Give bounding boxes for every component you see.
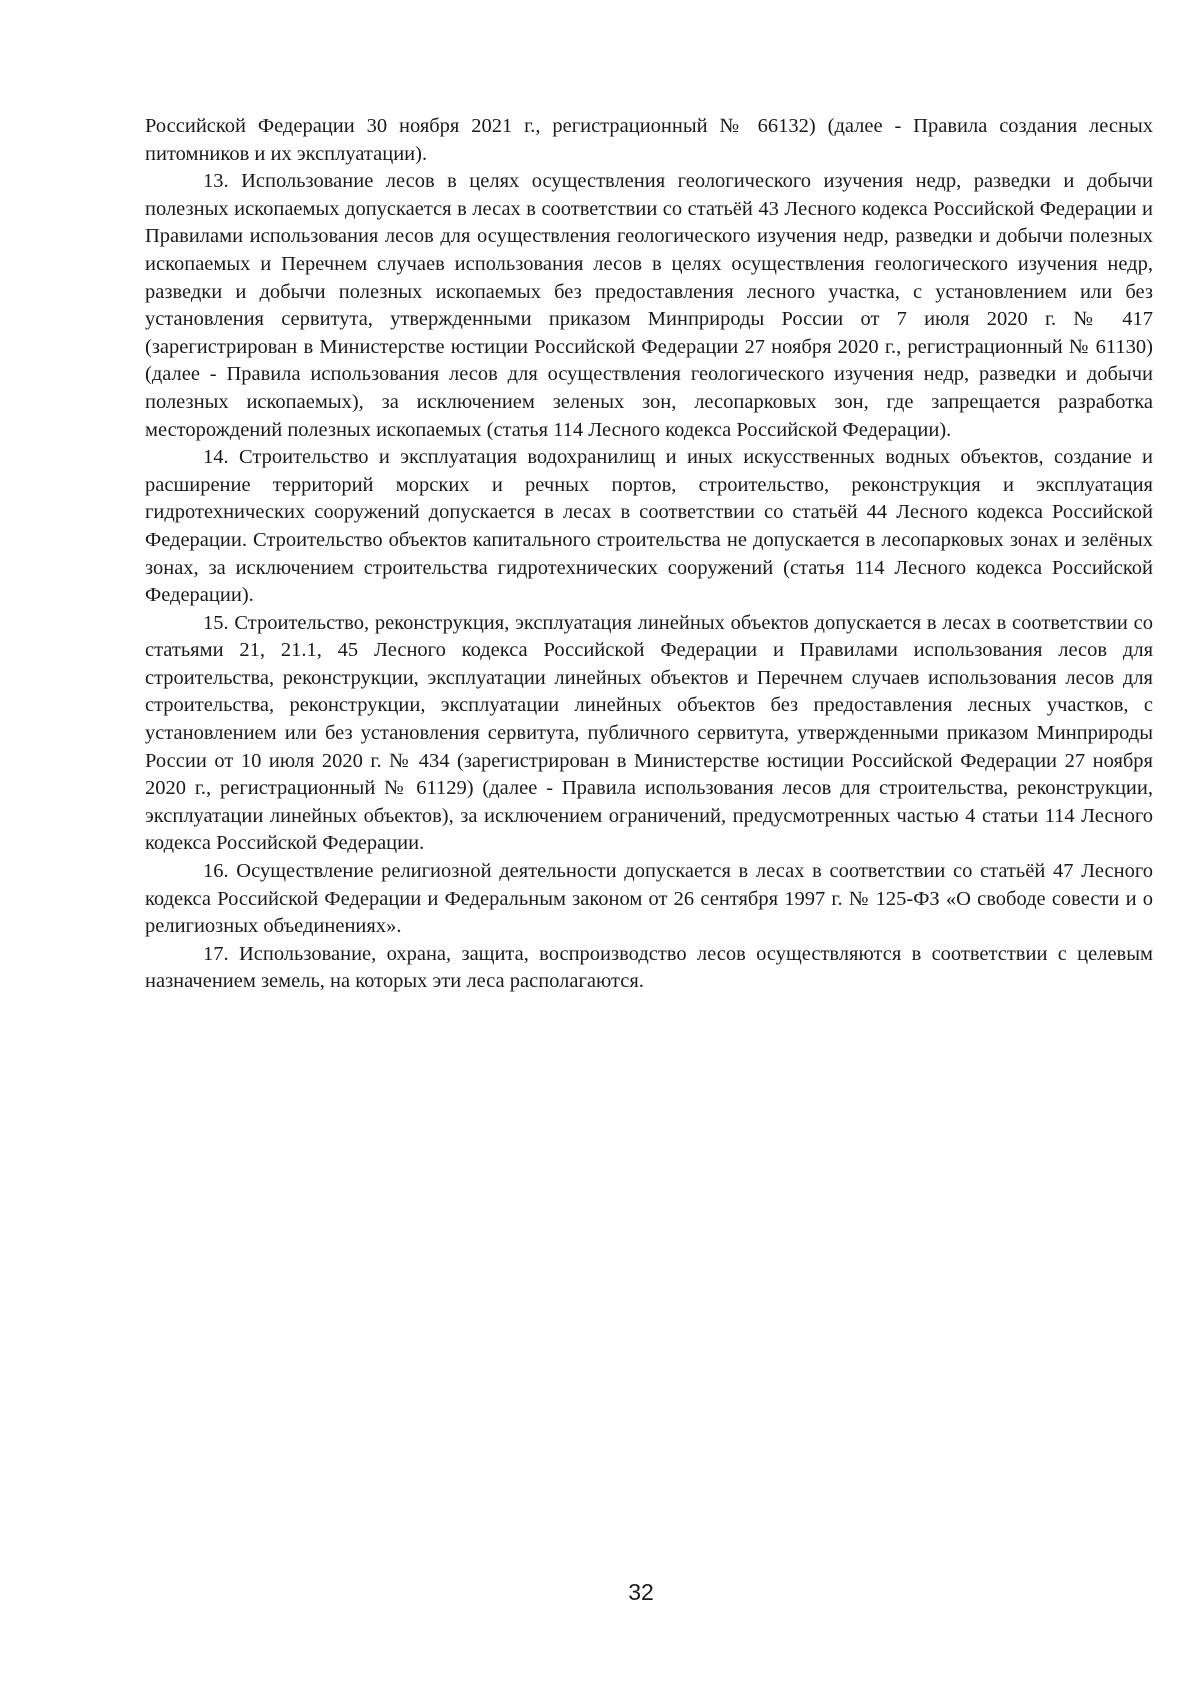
page-number: 32 (628, 1579, 654, 1605)
paragraph-item-15: 15. Строительство, реконструкция, эксплуатация линейных объектов допускается в лесах в соответствии со статьями 21, 21.1, 45 Лесного кодекса Российской Федерации и Правилами использования лесов для строительства, реконструкции, эксплуатации линейных объектов и Перечнем случаев использования лесов для строительства, реконструкции, эксплуатации линейных объектов без предоставления лесных участков, с установлением или без установления сервитута, публичного сервитута, утвержденными приказом Минприроды России от 10 июля 2020 г. № 434 (зарегистрирован в Министерстве юстиции Российской Федерации 27 ноября 2020 г., регистрационный № 61129) (далее - Правила использования лесов для строительства, реконструкции, эксплуатации линейных объектов), за исключением ограничений, предусмотренных частью 4 статьи 114 Лесного кодекса Российской Федерации. (145, 611, 1153, 855)
paragraph-item-17: 17. Использование, охрана, защита, воспроизводство лесов осуществляются в соответствии с целевым назначением земель, на которых эти леса располагаются. (145, 942, 1153, 993)
paragraph-item-16: 16. Осуществление религиозной деятельности допускается в лесах в соответствии со статьёй 47 Лесного кодекса Российской Федерации и Федеральным законом от 26 сентября 1997 г. № 125-ФЗ «О свободе совести и о религиозных объединениях». (145, 860, 1153, 938)
paragraph-item-13: 13. Использование лесов в целях осуществления геологического изучения недр, разведки и добычи полезных ископаемых допускается в лесах в соответствии со статьёй 43 Лесного кодекса Российской Федерации и Правилами использования лесов для осуществления геологического изучения недр, разведки и добычи полезных ископаемых и Перечнем случаев использования лесов в целях осуществления геологического изучения недр, разведки и добычи полезных ископаемых без предоставления лесного участка, с установлением или без установления сервитута, утвержденными приказом Минприроды России от 7 июля 2020 г. № 417 (зарегистрирован в Министерстве юстиции Российской Федерации 27 ноября 2020 г., регистрационный № 61130) (далее - Правила использования лесов для осуществления геологического изучения недр, разведки и добычи полезных ископаемых), за исключением зеленых зон, лесопарковых зон, где запрещается разработка месторождений полезных ископаемых (статья 114 Лесного кодекса Российской Федерации). (145, 170, 1153, 441)
paragraph-continuation: Российской Федерации 30 ноября 2021 г., регистрационный № 66132) (далее - Правила создания лесных питомников и их эксплуатации). (145, 115, 1153, 165)
paragraph-item-14: 14. Строительство и эксплуатация водохранилищ и иных искусственных водных объектов, создание и расширение территорий морских и речных портов, строительство, реконструкция и эксплуатация гидротехнических сооружений допускается в лесах в соответствии со статьёй 44 Лесного кодекса Российской Федерации. Строительство объектов капитального строительства не допускается в лесопарковых зонах и зелёных зонах, за исключением строительства гидротехнических сооружений (статья 114 Лесного кодекса Российской Федерации). (145, 446, 1153, 607)
document-body (145, 113, 1153, 996)
